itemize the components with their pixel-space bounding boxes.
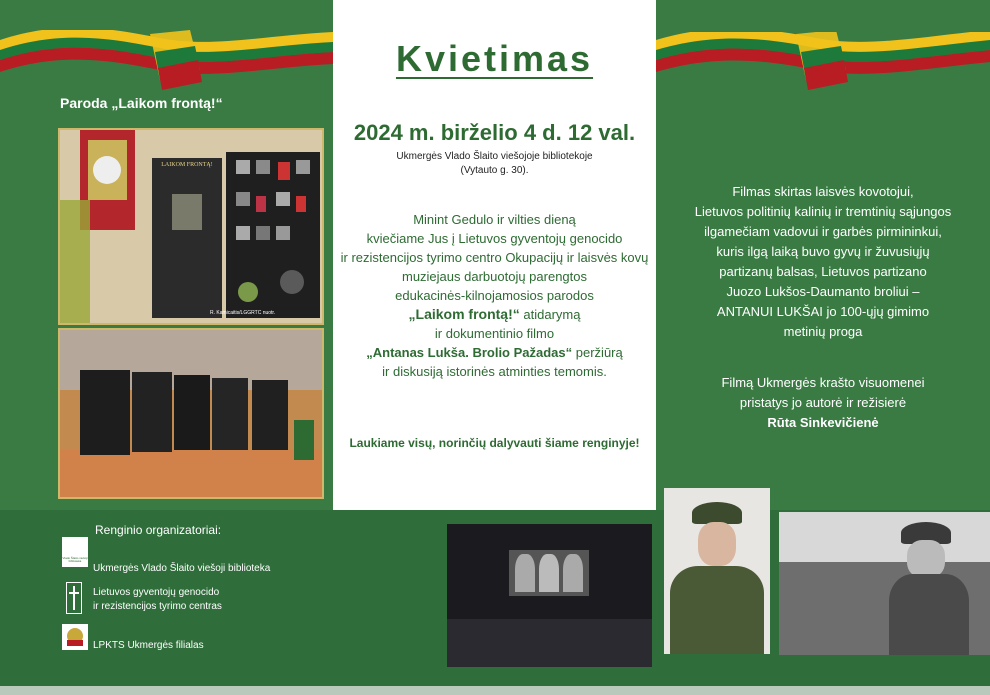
- film-line: Filmas skirtas laisvės kovotojui,: [732, 184, 914, 199]
- room-stand-2: [132, 372, 172, 452]
- organizer-lpkts: LPKTS Ukmergės filialas: [93, 640, 204, 651]
- film-line: ilgamečiam vadovui ir garbės pirmininkui,: [704, 224, 942, 239]
- film-line: ANTANUI LUKŠAI jo 100-ųjų gimimo: [716, 304, 930, 319]
- portrait-figure: [172, 194, 202, 230]
- film-line: metinių proga: [783, 324, 863, 339]
- lectern: [294, 420, 314, 460]
- exhibit-stand-1: [152, 158, 222, 318]
- invitation-line: ir rezistencijos tyrimo centro Okupacijų ir laisvės kovų: [340, 250, 649, 265]
- flag-decor: [60, 200, 90, 323]
- invitation-suffix: peržiūrą: [572, 345, 623, 360]
- film-name: „Antanas Lukša. Brolio Pažadas“: [366, 345, 573, 360]
- room-stand-4: [212, 378, 248, 450]
- room-stand-3: [174, 375, 210, 450]
- film-presentation: [668, 373, 978, 433]
- exhibit-title: Paroda „Laikom frontą!“: [60, 95, 223, 111]
- officer-cap: [692, 502, 742, 524]
- invitation-text: [340, 210, 649, 381]
- lithuanian-flag-ribbon-left: [0, 30, 333, 90]
- venue-line-1: Ukmergės Vlado Šlaito viešojoje bibliotekoje: [396, 151, 593, 162]
- invitation-line: [340, 343, 649, 362]
- film-line: Juozo Lukšos-Daumanto broliui –: [726, 284, 920, 299]
- library-logo-text: Vlado Šlaito viešoji biblioteka: [62, 556, 88, 563]
- organizer-library: Ukmergės Vlado Šlaito viešoji biblioteka: [93, 563, 271, 574]
- screen-face: [563, 554, 583, 592]
- stand-banner-text: LAIKOM FRONTĄ!: [161, 162, 213, 168]
- room-floor: [60, 450, 322, 497]
- screen-face: [515, 554, 535, 592]
- exhibit-stand-2: [226, 152, 320, 318]
- event-venue: [333, 150, 656, 178]
- invitation-line: kviečiame Jus į Lietuvos gyventojų genocido: [366, 231, 623, 246]
- invitation-line: ir dokumentinio filmo: [434, 326, 555, 341]
- org2-line: ir rezistencijos tyrimo centras: [93, 601, 222, 612]
- lpkts-logo: [62, 624, 88, 650]
- invitation-line: muziejaus darbuotojų parengtos: [401, 269, 587, 284]
- present-line: pristatys jo autorė ir režisierė: [739, 395, 907, 410]
- exhibition-photo-2: [58, 328, 324, 499]
- invitation-line: edukacinės-kilnojamosios parodos: [395, 288, 594, 303]
- invitation-line: Minint Gedulo ir vilties dieną: [413, 212, 576, 227]
- portrait-antanas-luksa: [664, 488, 770, 654]
- screen-face: [539, 554, 559, 592]
- library-logo: [62, 537, 88, 567]
- room-stand-5: [252, 380, 288, 450]
- venue-line-2: (Vytauto g. 30).: [460, 165, 529, 176]
- film-line: Lietuvos politinių kalinių ir tremtinių sąjungos: [694, 204, 952, 219]
- uniform: [670, 566, 764, 654]
- page-title: Kvietimas: [395, 38, 594, 79]
- director-name: Rūta Sinkevičienė: [767, 415, 879, 430]
- organizers-title: Renginio organizatoriai:: [95, 523, 222, 537]
- photo-credit: R. Kamicaitis/LGGRTC nuotr.: [210, 310, 276, 316]
- portrait-man-in-hat: [779, 512, 990, 655]
- org2-line: Lietuvos gyventojų genocido: [93, 587, 220, 598]
- exhibit-name: „Laikom frontą!“: [408, 306, 520, 322]
- audience: [447, 619, 652, 667]
- genocide-centre-logo: [66, 582, 82, 614]
- face: [907, 540, 945, 578]
- film-description: [668, 182, 978, 342]
- invitation-suffix: atidarymą: [519, 307, 581, 322]
- lithuanian-flag-ribbon-right: [656, 32, 990, 92]
- face: [698, 522, 736, 566]
- event-date: 2024 m. birželio 4 d. 12 val.: [353, 120, 636, 145]
- film-screening-photo: [447, 524, 652, 667]
- room-stand-1: [80, 370, 130, 455]
- bottom-strip: [0, 686, 990, 695]
- invitation-line: [340, 305, 649, 324]
- film-line: partizanų balsas, Lietuvos partizano: [719, 264, 927, 279]
- invitation-line: ir diskusiją istorinės atminties temomis.: [382, 364, 607, 379]
- present-line: Filmą Ukmergės krašto visuomenei: [721, 375, 925, 390]
- organizer-genocide-centre: [93, 586, 222, 614]
- exhibition-photo-1: [58, 128, 324, 325]
- screen: [509, 550, 589, 596]
- coat: [889, 574, 969, 655]
- closing-text: Laukiame visų, norinčių dalyvauti šiame renginyje!: [349, 436, 640, 450]
- film-line: kuris ilgą laiką buvo gyvų ir žuvusiųjų: [716, 244, 930, 259]
